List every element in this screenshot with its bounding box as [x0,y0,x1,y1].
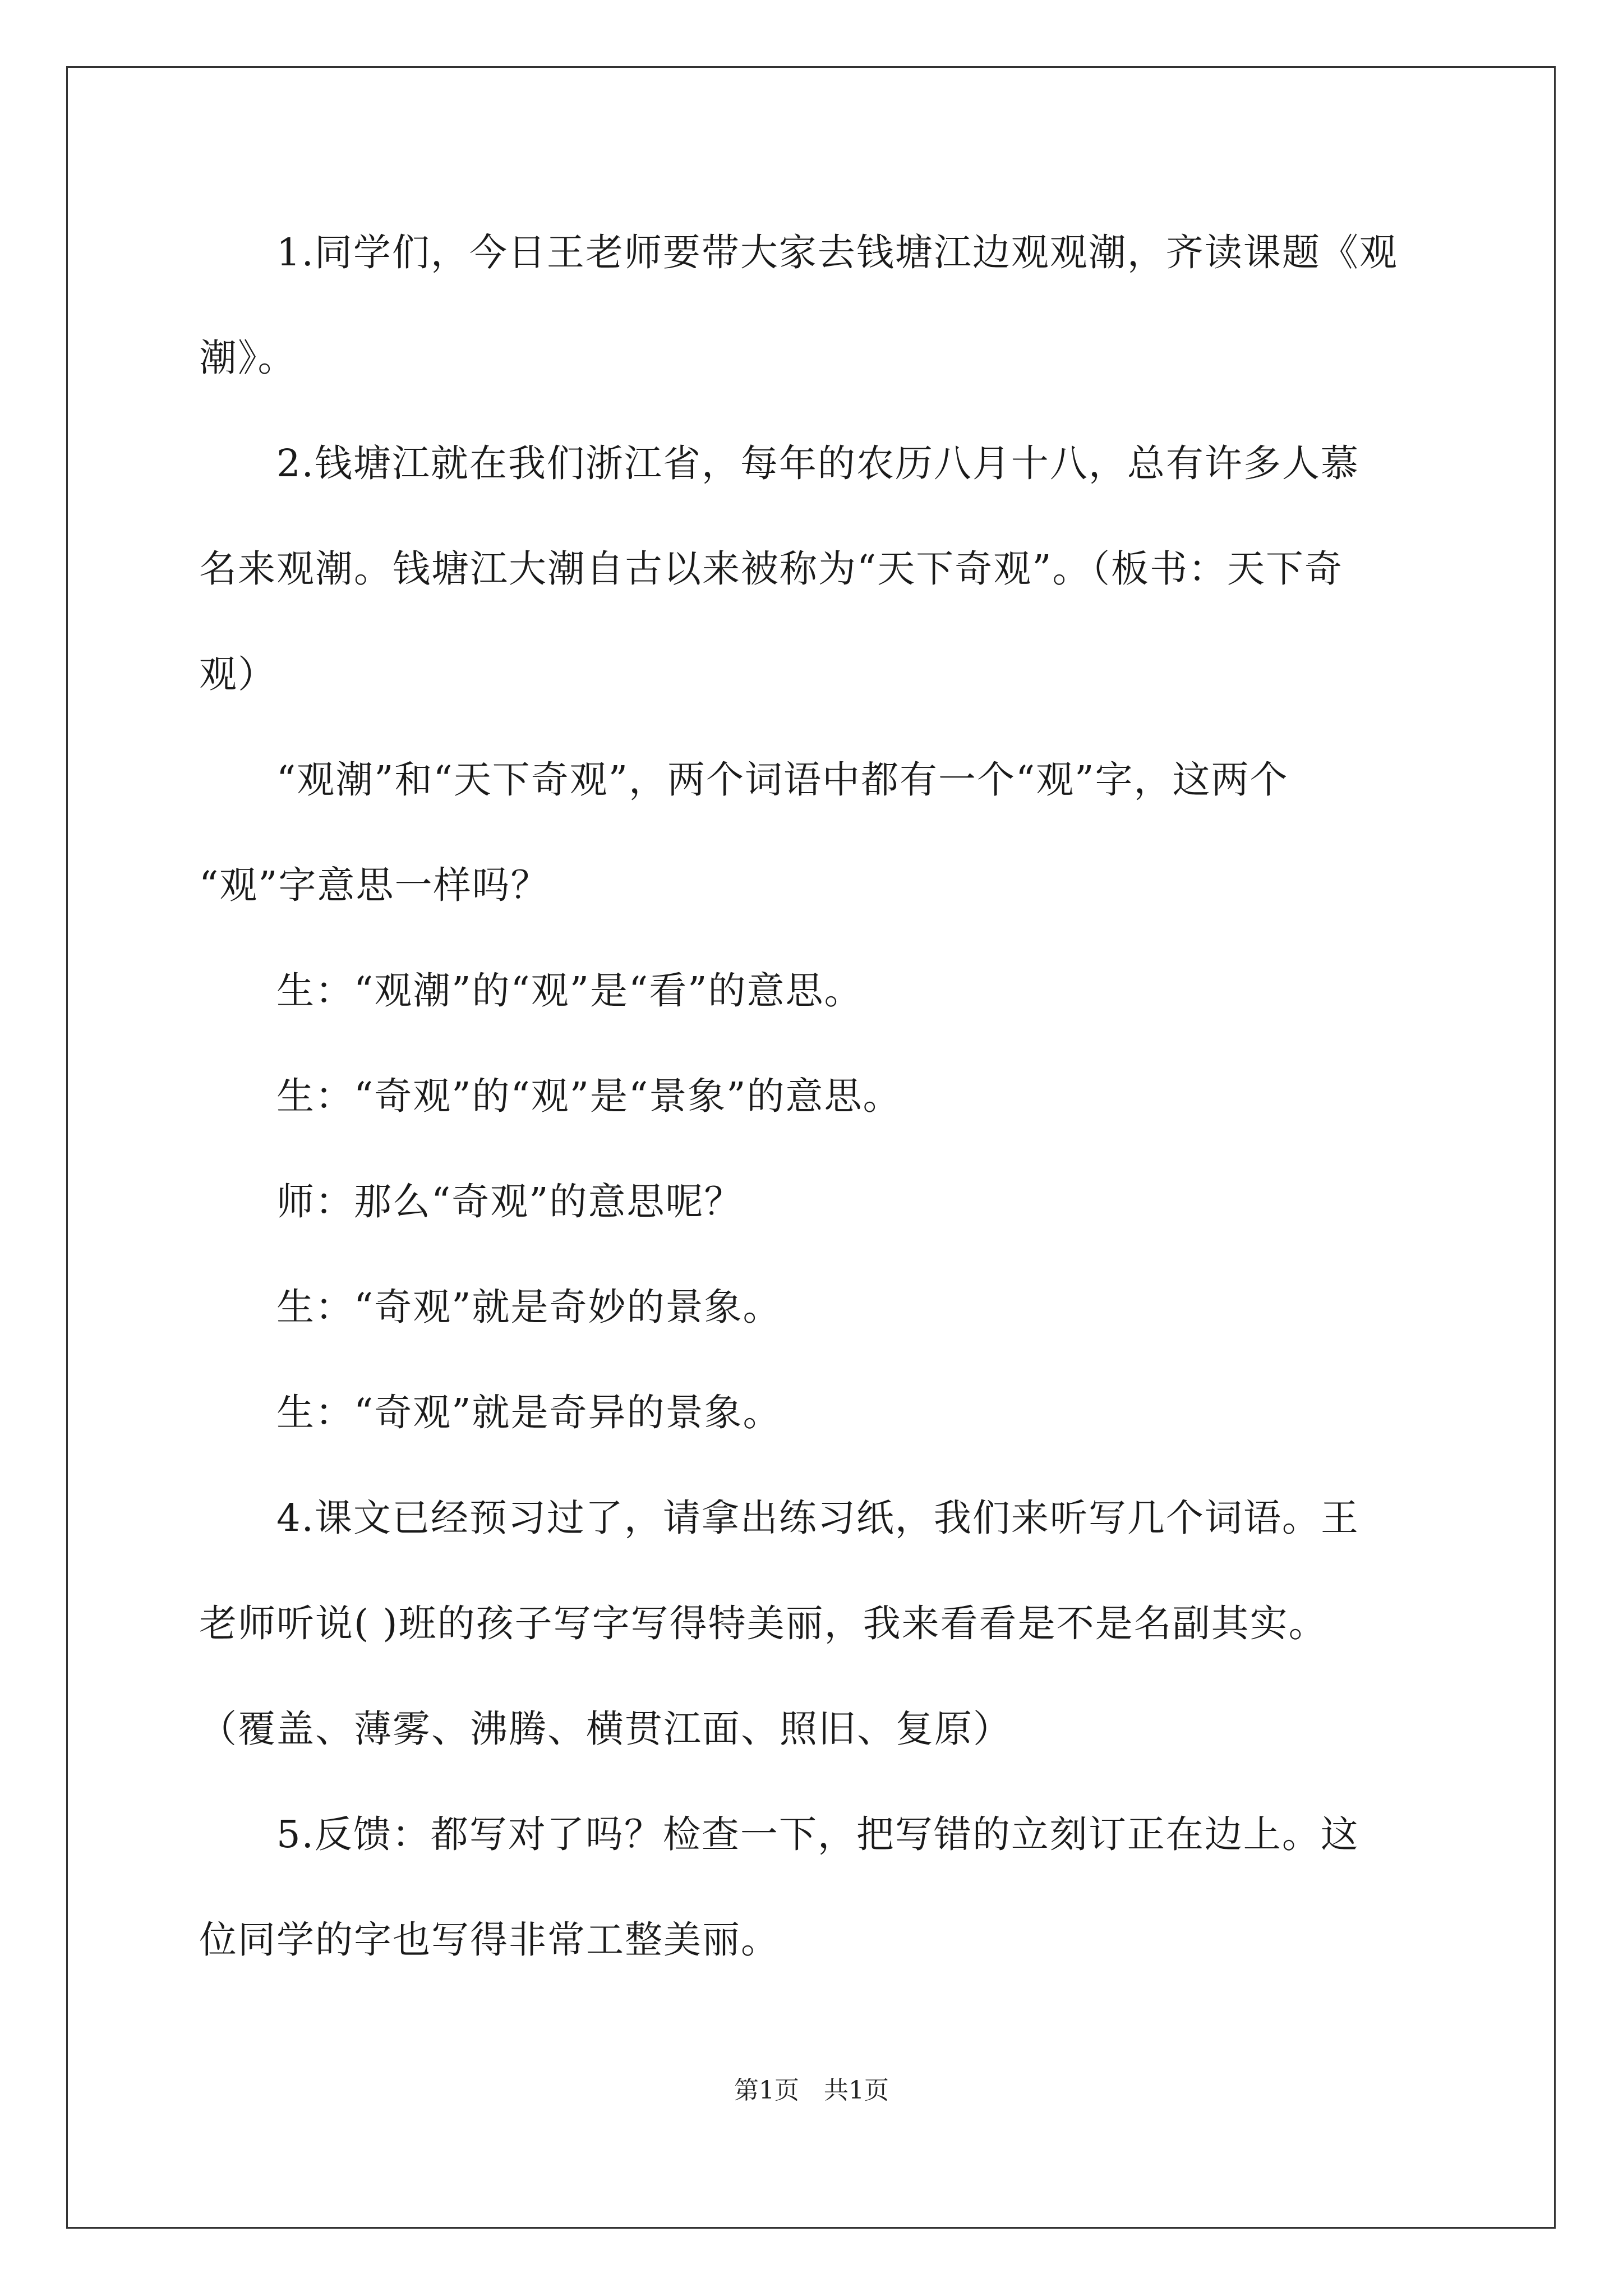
text-line: 老师听说( )班的孩子写字写得特美丽，我来看看是不是名副其实。 [199,1602,1327,1645]
text-line: 生：“观潮”的“观”是“看”的意思。 [199,969,863,1013]
text-line: 名来观潮。钱塘江大潮自古以来被称为“天下奇观”。（板书：天下奇 [199,547,1344,591]
text-line: “观潮”和“天下奇观”，两个词语中都有一个“观”字，这两个 [199,758,1289,802]
text-line: 位同学的字也写得非常工整美丽。 [199,1918,780,1962]
text-line: 4.课文已经预习过了，请拿出练习纸，我们来听写几个词语。王 [199,1496,1359,1540]
text-line: 生：“奇观”的“观”是“景象”的意思。 [199,1074,902,1118]
text-line: 师：那么“奇观”的意思呢？ [199,1180,743,1223]
text-line: 5.反馈：都写对了吗？检查一下，把写错的立刻订正在边上。这 [199,1812,1359,1856]
text-line: 潮》。 [199,336,297,380]
text-line: 2.钱塘江就在我们浙江省，每年的农历八月十八，总有许多人慕 [199,441,1359,485]
text-line: 生：“奇观”就是奇异的景象。 [199,1391,782,1434]
text-line: “观”字意思一样吗？ [199,863,550,907]
text-line: 1.同学们，今日王老师要带大家去钱塘江边观观潮，齐读课题《观 [199,231,1398,274]
text-line: （覆盖、薄雾、沸腾、横贯江面、照旧、复原） [199,1707,1012,1751]
page-number-footer: 第1页 共1页 [734,2076,889,2105]
text-line: 观） [199,652,276,696]
text-line: 生：“奇观”就是奇妙的景象。 [199,1285,782,1329]
